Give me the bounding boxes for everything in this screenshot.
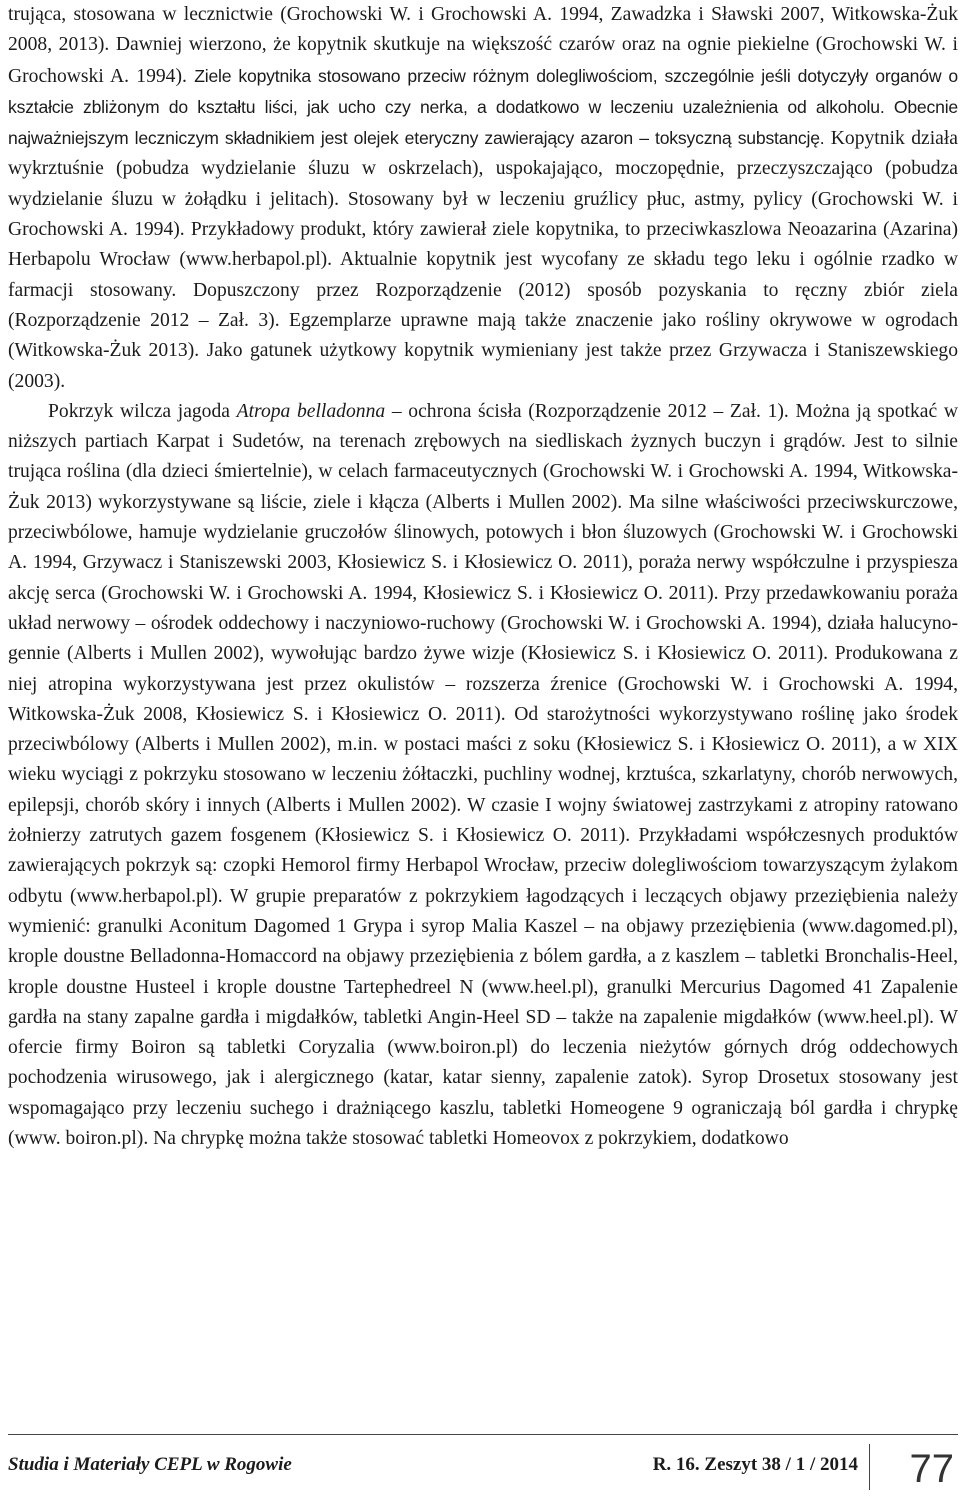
paragraph-kopytnik-part2: Ziele kopytnika stosowano przeciw różnym dolegliwościom, szczególnie jeśli dotyczyły organów o kształcie zbliżonym do kształtu liści, jak ucho czy nerka, a dodatkowo w leczeniu uzależnienia od alkoholu. Obecnie najważniejszym leczniczym składnikiem jest olejek eteryczny zawierający azaron – toksyczną substancję. bbox=[8, 65, 958, 149]
paragraph-pokrzyk-lead: Pokrzyk wilcza jagoda bbox=[48, 400, 237, 422]
article-body bbox=[8, 0, 958, 1154]
page-footer bbox=[8, 1444, 958, 1494]
paragraph-pokrzyk bbox=[8, 397, 958, 1154]
paragraph-pokrzyk-text: – ochrona ścisła (Rozporządzenie 2012 – Zał. 1). Można ją spotkać w niższych partiach Karpat i Sudetów, na terenach zrębowych na siedliskach żyznych buczyn i grądów. Jest to silnie trująca roślina (dla dzieci śmiertelnie), w celach farmaceutycznych (Grochowski W. i Grochowski A. 1994, Witkowska-Żuk 2013) wykorzystywane są liście, ziele i kłącza (Alberts i Mullen 2002). Ma silne właściwości przeciwskurczowe, przeciwbólowe, hamuje wydzielanie gruczołów ślinowych, potowych i błon śluzowych (Grochowski W. i Grochowski A. 1994, Grzywacz i Staniszewski 2003, Kłosiewicz S. i Kłosiewicz O. 2011), poraża nerwy współczulne i przyspiesza akcję serca (Grochowski W. i Grochowski A. 1994, Kłosiewicz S. i Kłosiewicz O. 2011). Przy przedawkowaniu poraża układ nerwowy – ośrodek oddechowy i naczyniowo-ruchowy (Grochowski W. i Grochowski A. 1994), działa halucynogennie (Alberts i Mullen 2002), wywołując bardzo żywe wizje (Kłosiewicz S. i Kłosiewicz O. 2011). Produkowana z niej atropina wykorzystywana jest przez okulistów – rozszerza źrenice (Grochowski W. i Grochowski A. 1994, Witkowska-Żuk 2008, Kłosiewicz S. i Kłosiewicz O. 2011). Od starożytności wykorzystywano roślinę jako środek przeciwbólowy (Alberts i Mullen 2002), m.in. w postaci maści z soku (Kłosiewicz S. i Kłosiewicz O. 2011), a w XIX wieku wyciągi z pokrzyku stosowano w leczeniu żółtaczki, puchliny wodnej, krztuśca, szkarlatyny, chorób nerwowych, epilepsji, chorób skóry i innych (Alberts i Mullen 2002). W czasie I wojny światowej zastrzykami z atropiny ratowano żołnierzy zatrutych gazem fosgenem (Kłosiewicz S. i Kłosiewicz O. 2011). Przykładami współczesnych produktów zawierających pokrzyk są: czopki Hemorol firmy Herbapol Wrocław, przeciw dolegliwościom towarzyszącym żylakom odbytu (www.herbapol.pl). W grupie preparatów z pokrzykiem łagodzących i leczących objawy przeziębienia należy wymienić: granulki Aconitum Dagomed 1 Grypa i syrop Malia Kaszel – na objawy przeziębienia (www.dagomed.pl), krople doustne Belladonna-Homaccord na objawy przeziębienia z bólem gardła, a z kaszlem – tabletki Bronchalis-Heel, krople doustne Husteel i krople doustne Tartephedreel N (www.heel.pl), granulki Mercurius Dagomed 41 Zapalenie gardła na stany zapalne gardła i migdałków, tabletki Angin-Heel SD – także na zapalenie migdałków (www.heel.pl). W ofercie firmy Boiron są tabletki Coryzalia (www.boiron.pl) do leczenia nieżytów górnych dróg oddechowych pochodzenia wirusowego, jak i alergicznego (katar, katar sienny, zapalenie zatok). Syrop Drosetux stosowany jest wspomagająco przy leczeniu suchego i drażniącego kaszlu, tabletki Homeogene 9 ograniczają ból gardła i chrypkę (www. boiron.pl). Na chrypkę można także stosować tabletki Homeovox z pokrzykiem, dodatkowo bbox=[8, 400, 958, 1149]
page-number: 77 bbox=[909, 1447, 954, 1491]
paragraph-kopytnik-part1: trująca, stosowana w lecznictwie (Grochowski W. i Grochowski A. 1994, Zawadzka i Sławski 2007, Witkowska-Żuk 2008, 2013). Dawniej wierzono, że kopytnik skutkuje na większość czarów oraz na ognie piekielne (Grochowski W. i Grochowski A. 1994). bbox=[8, 4, 958, 87]
footer-divider bbox=[8, 1434, 958, 1435]
footer-vertical-divider bbox=[869, 1444, 870, 1490]
paragraph-kopytnik-part3: Kopytnik działa wykrztuśnie (pobudza wydzielanie śluzu w oskrzelach), uspokajająco, moczopędnie, przeczyszczająco (pobudza wydzielanie śluzu w żołądku i jelitach). Stosowany był w leczeniu gruźlicy płuc, astmy, pylicy (Grochowski W. i Grochowski A. 1994). Przykładowy produkt, który zawierał ziele kopytnika, to przeciwkaszlowa Neoazarina (Azarina) Herbapolu Wrocław (www.herbapol.pl). Aktualnie kopytnik jest wycofany ze składu tego leku i ogólnie rzadko w farmacji stosowany. Dopuszczony przez Rozporządzenie (2012) sposób pozyskania to ręczny zbiór ziela (Rozporządzenie 2012 – Zał. 3). Egzemplarze uprawne mają także znaczenie jako rośliny okrywowe w ogrodach (Witkowska-Żuk 2013). Jako gatunek użytkowy kopytnik wymieniany jest także przez Grzywacza i Staniszewskiego (2003). bbox=[8, 128, 958, 392]
species-name-atropa: Atropa belladonna bbox=[236, 400, 386, 422]
issue-info: R. 16. Zeszyt 38 / 1 / 2014 bbox=[652, 1454, 858, 1475]
paragraph-kopytnik bbox=[8, 0, 958, 397]
journal-title: Studia i Materiały CEPL w Rogowie bbox=[8, 1454, 292, 1475]
